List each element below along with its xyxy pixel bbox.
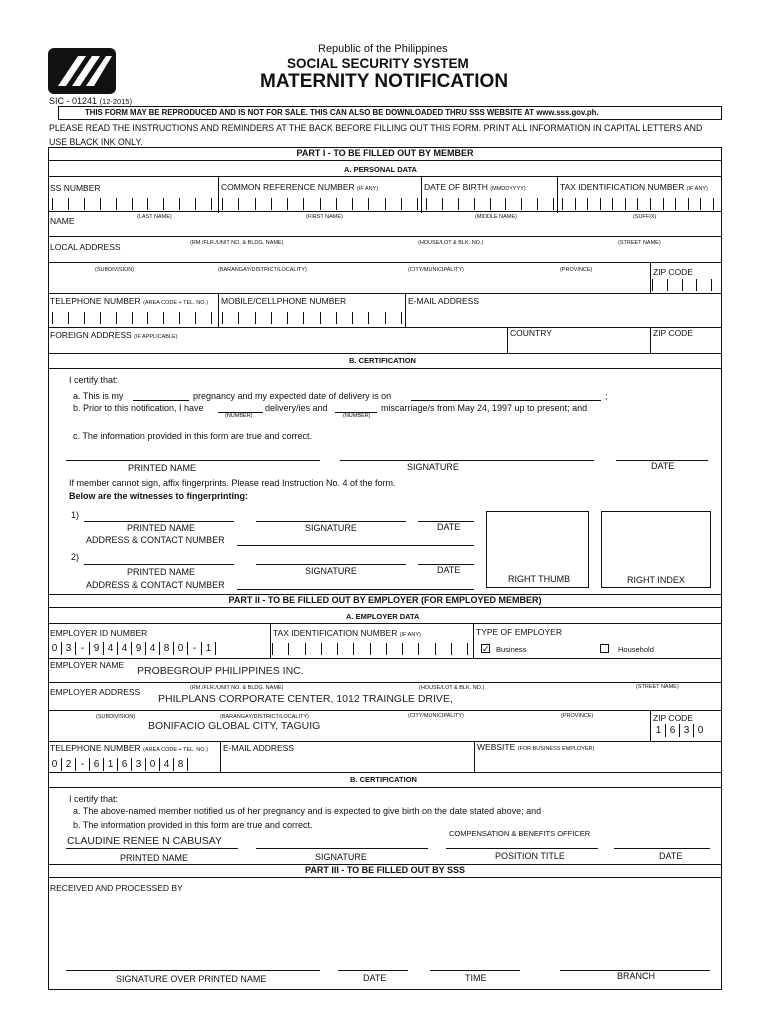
employer-email-label: E-MAIL ADDRESS (223, 743, 295, 753)
employer-zip-label: ZIP CODE (653, 713, 693, 723)
email-label: E-MAIL ADDRESS (408, 296, 480, 306)
part1-title: PART I - TO BE FILLED OUT BY MEMBER (48, 147, 722, 161)
cert-a-prefix: a. This is my (73, 391, 124, 401)
emp-house-lot-caption: (HOUSE/LOT & BLK. NO.) (419, 685, 485, 691)
telephone-field[interactable] (52, 312, 212, 324)
number-caption-2: (NUMBER) (343, 413, 371, 419)
crn-field[interactable] (222, 198, 418, 210)
member-signature-label: SIGNATURE (407, 462, 459, 472)
barangay-caption: (BARANGAY/DISTRICT/LOCALITY) (218, 267, 307, 273)
ss-number-field[interactable] (52, 198, 212, 210)
personal-data-heading: A. PERSONAL DATA (344, 165, 417, 174)
sss-time-field[interactable] (430, 970, 520, 971)
officer-date-label: DATE (659, 851, 683, 861)
cert-a-text: pregnancy and my expected date of delivery is on (193, 391, 392, 401)
emp-street-caption: (STREET NAME) (636, 684, 679, 690)
employer-tin-field[interactable] (272, 643, 468, 655)
officer-signature-field[interactable] (256, 848, 428, 849)
cert-c-text: c. The information provided in this form are true and correct. (73, 431, 312, 441)
witness2-printed-name-label: PRINTED NAME (127, 567, 196, 577)
officer-name-value[interactable]: CLAUDINE RENEE N CABUSAY (67, 835, 223, 847)
employer-certification-heading: B. CERTIFICATION (350, 775, 417, 784)
website-label: WEBSITE (FOR BUSINESS EMPLOYER) (477, 742, 595, 752)
emp-subdivision-caption: (SUBDIVISION) (96, 714, 136, 720)
number-caption-1: (NUMBER) (225, 413, 253, 419)
foreign-zip-label: ZIP CODE (653, 328, 693, 338)
witness2-signature-label: SIGNATURE (305, 566, 357, 576)
received-label: RECEIVED AND PROCESSED BY (50, 883, 183, 893)
employer-certify: I certify that: (69, 794, 119, 804)
part3-title: PART III - TO BE FILLED OUT BY SSS (48, 864, 722, 878)
member-date-label: DATE (651, 461, 675, 471)
republic-line: Republic of the Philippines (318, 43, 448, 55)
fingerprint-note: If member cannot sign, affix fingerprints. Please read Instruction No. 4 of the form. (69, 478, 396, 488)
certification-heading: B. CERTIFICATION (349, 356, 416, 365)
member-printed-name-field[interactable] (66, 460, 320, 461)
employer-address-value[interactable]: PHILPLANS CORPORATE CENTER, 1012 TRAINGLE DRIVE, (158, 693, 453, 705)
witness2-address-field[interactable] (237, 589, 474, 590)
employer-id-field[interactable]: 0 3 - 9 4 4 9 4 8 0 - 1 (48, 642, 216, 655)
last-name-caption: (LAST NAME) (137, 214, 172, 220)
foreign-address-field[interactable] (52, 340, 504, 352)
employer-address-label: EMPLOYER ADDRESS (50, 687, 141, 697)
officer-printed-name-field (66, 848, 238, 849)
crn-label: COMMON REFERENCE NUMBER (IF ANY) (221, 182, 379, 192)
email-field[interactable] (408, 308, 720, 324)
witness1-address-label: ADDRESS & CONTACT NUMBER (86, 535, 225, 545)
employer-id-label: EMPLOYER ID NUMBER (50, 628, 148, 638)
sss-logo (48, 48, 116, 94)
witness1-date-label: DATE (437, 522, 461, 532)
local-address-label: LOCAL ADDRESS (50, 242, 121, 252)
instructions-line1: PLEASE READ THE INSTRUCTIONS AND REMINDERS AT THE BACK BEFORE FILLING OUT THIS FORM. PRINT ALL INFORMATION IN CAPITAL LETTERS AND (49, 123, 703, 133)
officer-position-label: POSITION TITLE (495, 851, 565, 861)
member-printed-name-label: PRINTED NAME (128, 463, 197, 473)
instructions-line2: USE BLACK INK ONLY. (49, 137, 143, 147)
local-address-field[interactable] (130, 248, 720, 260)
city-caption: (CITY/MUNICIPALITY) (408, 267, 464, 273)
business-label: Business (496, 645, 527, 654)
name-field[interactable] (90, 221, 720, 235)
pregnancy-number-field[interactable] (133, 400, 189, 401)
middle-name-caption: (MIDDLE NAME) (475, 214, 517, 220)
employer-cert-a: a. The above-named member notified us of her pregnancy and is expected to give birth on the date stated above; and (73, 806, 542, 816)
officer-printed-name-label: PRINTED NAME (120, 853, 189, 863)
officer-date-field[interactable] (614, 848, 710, 849)
ss-number-label: SS NUMBER (50, 183, 101, 193)
emp-city-caption: (CITY/MUNICIPALITY) (408, 713, 464, 719)
suffix-caption: (SUFFIX) (633, 214, 657, 220)
received-area[interactable] (50, 896, 720, 966)
subdivision-caption: (SUBDIVISION) (95, 267, 135, 273)
witness1-signature-field[interactable] (256, 521, 406, 522)
house-lot-caption: (HOUSE/LOT & BLK. NO.) (418, 240, 484, 246)
reproduction-notice: THIS FORM MAY BE REPRODUCED AND IS NOT FOR SALE. THIS CAN ALSO BE DOWNLOADED THRU SSS WEBSITE AT www.sss.gov.ph. (85, 108, 599, 117)
household-label: Household (618, 645, 654, 654)
employer-name-label: EMPLOYER NAME (50, 660, 125, 670)
cert-a-end: ; (605, 391, 608, 401)
officer-position-field (446, 848, 598, 849)
mobile-label: MOBILE/CELLPHONE NUMBER (221, 296, 347, 306)
employer-name-value[interactable]: PROBEGROUP PHILIPPINES INC. (137, 665, 304, 677)
witness1-address-field[interactable] (237, 545, 474, 546)
name-label: NAME (50, 216, 75, 226)
officer-position-value[interactable]: COMPENSATION & BENEFITS OFFICER (449, 829, 591, 838)
cert-b-text: miscarriage/s from May 24, 1997 up to present; and (381, 403, 588, 413)
mobile-field[interactable] (222, 312, 402, 324)
witness-heading: Below are the witnesses to fingerprinting: (69, 491, 249, 501)
cert-b-mid: delivery/ies and (265, 403, 328, 413)
agency-name: SOCIAL SECURITY SYSTEM (287, 56, 469, 71)
witness1-number: 1) (71, 510, 80, 520)
foreign-address-label: FOREIGN ADDRESS (IF APPLICABLE) (50, 330, 178, 340)
employer-data-heading: A. EMPLOYER DATA (346, 612, 420, 621)
form-code: SIC - 01241 (12-2015) (49, 96, 133, 106)
witness2-date-label: DATE (437, 565, 461, 575)
province-caption: (PROVINCE) (560, 267, 593, 273)
sss-signature-field[interactable] (66, 970, 320, 971)
witness1-signature-label: SIGNATURE (305, 523, 357, 533)
emp-province-caption: (PROVINCE) (561, 713, 594, 719)
form-title: MATERNITY NOTIFICATION (260, 71, 509, 92)
tin-label: TAX IDENTIFICATION NUMBER (IF ANY) (560, 182, 708, 192)
sss-time-label: TIME (465, 973, 487, 983)
witness2-number: 2) (71, 552, 80, 562)
sss-signature-label: SIGNATURE OVER PRINTED NAME (116, 974, 267, 984)
telephone-label: TELEPHONE NUMBER (AREA CODE + TEL. NO.) (50, 296, 208, 306)
witness1-printed-name-label: PRINTED NAME (127, 523, 196, 533)
right-thumb-label: RIGHT THUMB (508, 574, 571, 584)
employer-cert-b: b. The information provided in this form are true and correct. (73, 820, 313, 830)
witness1-name-field[interactable] (84, 521, 234, 522)
zip-field[interactable] (652, 279, 712, 291)
employer-telephone-field[interactable]: 0 2 - 6 1 6 3 0 4 8 (48, 758, 188, 771)
expected-delivery-field[interactable] (411, 400, 601, 401)
sss-date-label: DATE (363, 973, 387, 983)
employer-telephone-label: TELEPHONE NUMBER (AREA CODE + TEL. NO.) (50, 743, 208, 753)
right-index-label: RIGHT INDEX (627, 575, 685, 585)
dob-label: DATE OF BIRTH (MMDDYYYY) (424, 182, 526, 192)
employer-email-field[interactable] (223, 754, 471, 768)
employer-tin-label: TAX IDENTIFICATION NUMBER (IF ANY) (273, 628, 421, 638)
business-checkbox[interactable]: ✓ (482, 644, 490, 654)
sss-date-field[interactable] (338, 970, 408, 971)
street-caption: (STREET NAME) (618, 240, 661, 246)
website-field[interactable] (477, 754, 720, 768)
witness2-address-label: ADDRESS & CONTACT NUMBER (86, 580, 225, 590)
cert-b-prefix: b. Prior to this notification, I have (73, 403, 204, 413)
rm-flr-caption: (RM./FLR./UNIT NO. & BLDG. NAME) (190, 240, 284, 246)
household-checkbox[interactable] (600, 644, 609, 653)
member-certify: I certify that: (69, 375, 119, 385)
witness2-name-field[interactable] (84, 564, 234, 565)
employer-type-label: TYPE OF EMPLOYER (476, 627, 562, 637)
dob-field[interactable] (426, 198, 554, 210)
tin-field[interactable] (562, 198, 714, 210)
employer-city-value[interactable]: BONIFACIO GLOBAL CITY, TAGUIG (148, 720, 321, 732)
zip-label: ZIP CODE (653, 267, 693, 277)
part2-title: PART II - TO BE FILLED OUT BY EMPLOYER (FOR EMPLOYED MEMBER) (48, 594, 722, 608)
emp-barangay-caption: (BARANGAY/DISTRICT/LOCALITY) (220, 714, 309, 720)
officer-signature-label: SIGNATURE (315, 852, 367, 862)
sss-branch-label: BRANCH (617, 971, 656, 981)
emp-rm-flr-caption: (RM./FLR./UNIT NO. & BLDG. NAME) (190, 685, 284, 691)
country-label: COUNTRY (510, 328, 552, 338)
employer-zip-field[interactable]: 1 6 3 0 (652, 724, 707, 737)
witness2-signature-field[interactable] (256, 564, 406, 565)
first-name-caption: (FIRST NAME) (306, 214, 343, 220)
member-signature-field[interactable] (340, 460, 594, 461)
